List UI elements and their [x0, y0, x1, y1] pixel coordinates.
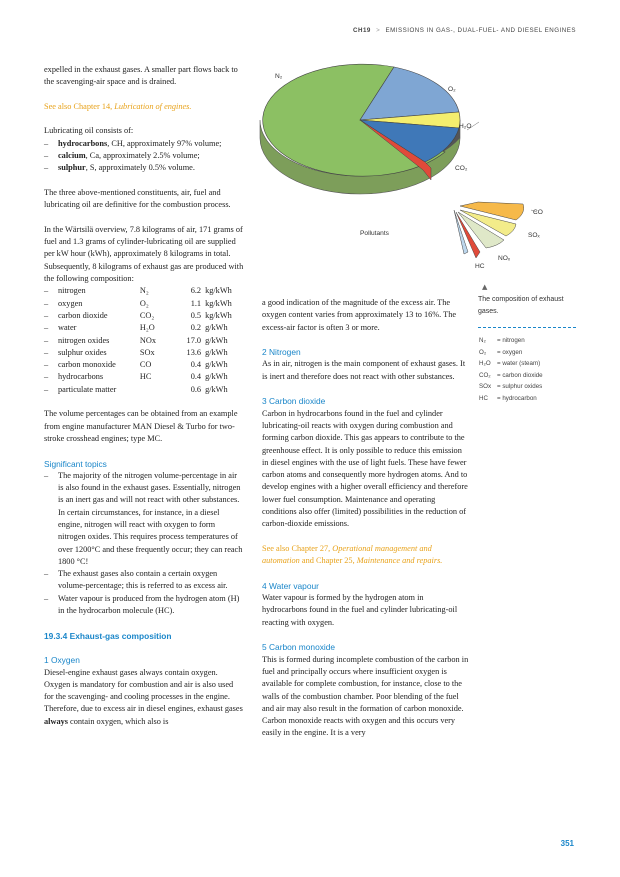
composition-row: [44, 359, 244, 371]
label-o2: O₂: [448, 86, 456, 93]
label-co: CO: [533, 209, 543, 216]
legend-row: SOx = sulphur oxides: [479, 383, 543, 391]
composition-value: 0.5: [190, 310, 202, 320]
page-number: 351: [560, 839, 574, 848]
composition-formula: N₂: [139, 286, 149, 296]
caption-marker-icon: ▲: [482, 283, 488, 291]
composition-name: – carbon monoxide: [44, 359, 140, 371]
chapter-title: EMISSIONS IN GAS-, DUAL-FUEL- AND DIESEL ENGINES: [385, 27, 576, 34]
paragraph: Carbon in hydrocarbons found in the fuel and cylinder lubricating-oil reacts with oxygen during combustion and forming carbon dioxide. This gas appears to contribute to the greenhouse effect. It is only possible to reduce this emission in diesel engines with the use of light fuels. These have fewer carbon atoms and consequently more hydrogen atoms. And to develop engines with a higher overall efficiency and therefore lower fuel consumption. Maintenance and operating conditions also offer (limited) possibilities in the reduction of carbon-dioxide emissions.: [262, 408, 468, 529]
paragraph: a good indication of the magnitude of the excess air. The oxygen content varies from approximately 13 to 16%. The excess-air factor is often 3 or more.: [262, 298, 457, 332]
legend-row: O₂ = oxygen: [479, 348, 523, 356]
composition-name: – nitrogen oxides: [44, 335, 140, 347]
composition-unit: g/kWh: [205, 335, 228, 345]
legend-row: N₂ = nitrogen: [479, 337, 525, 344]
list-item: – The majority of the nitrogen volume-percentage in air is also found in the exhaust gases. Essentially, nitrogen is an inert gas and will not react with other substances. In certain circumstances, for instance, in a diesel engine, nitrogen will react with oxygen to form nitrogen oxides. This requires process temperatures of over 1200°C and these frequently occur; they can reach 1800 °C!: [44, 470, 244, 568]
middle-column: [262, 297, 470, 752]
composition-value: 13.6: [186, 347, 202, 357]
paragraph: The volume percentages can be obtained from an example from engine manufacturer MAN Diesel & Turbo for two-stroke crosshead engines; type MC.: [44, 409, 238, 443]
composition-name: – particulate matter: [44, 384, 140, 396]
composition-value: 0.4: [190, 360, 202, 370]
header-separator: >: [376, 27, 381, 34]
composition-formula: CO₂: [139, 310, 155, 320]
composition-name: – carbon dioxide: [44, 310, 140, 322]
carbon-monoxide-heading: 5 Carbon monoxide: [262, 642, 336, 653]
abbreviation-legend: [479, 335, 543, 405]
label-hc: HC: [475, 263, 485, 270]
label-n2: N₂: [275, 73, 283, 80]
list-item: – sulphur, S, approximately 0.5% volume.: [44, 162, 244, 174]
composition-row: [44, 347, 244, 359]
paragraph: This is formed during incomplete combustion of the carbon in fuel and principally occurs where insufficient oxygen is available for complete combustion, for instance, close to the walls of the combustion chamber. Poor blending of the fuel and air may also result in the formation of carbon monoxide. Carbon monoxide reacts with oxygen and this occurs very easily in the engine. It is a very: [262, 654, 469, 738]
composition-formula: O₂: [139, 298, 149, 308]
composition-value: 6.2: [190, 286, 202, 296]
composition-name: – sulphur oxides: [44, 347, 140, 359]
composition-formula: H₂O: [139, 323, 155, 333]
composition-unit: g/kWh: [205, 372, 228, 382]
oxygen-heading: 1 Oxygen: [44, 655, 80, 666]
section-heading: 19.3.4 Exhaust-gas composition: [44, 630, 172, 641]
composition-value: 1.1: [190, 298, 202, 308]
composition-unit: kg/kWh: [205, 286, 232, 296]
label-pollutants: Pollutants: [360, 230, 389, 237]
label-h2o: H₂O: [459, 123, 472, 130]
list-item: – The exhaust gases also contain a certain oxygen volume-percentage; this is referred to as excess air.: [44, 568, 244, 593]
paragraph: In the Wärtsilä overview, 7.8 kilograms of air, 171 grams of fuel and 1.3 grams of cylinder-lubricating oil are supplied per kW hour (kWh), approximately 8 kilograms in total. Subsequently, 8 kilograms of exhaust gas are produced with the following composition:: [44, 224, 244, 284]
composition-unit: g/kWh: [205, 347, 228, 357]
composition-row: [44, 285, 244, 297]
paragraph: Diesel-engine exhaust gases always contain oxygen. Oxygen is mandatory for combustion and air is also used for the scavenging- and cooling processes in the engine. Therefore, due to excess air in diesel engines, exhaust gases always contain oxygen, which also is: [44, 667, 243, 726]
composition-row: [44, 298, 244, 310]
left-column: [44, 64, 244, 740]
composition-formula: CO: [139, 360, 152, 370]
composition-table: [44, 285, 244, 396]
poll-slice-co: [460, 202, 524, 220]
composition-unit: kg/kWh: [205, 298, 232, 308]
list-item: – hydrocarbons, CH, approximately 97% volume;: [44, 138, 244, 150]
composition-row: [44, 335, 244, 347]
composition-row: [44, 384, 244, 396]
lub-intro: Lubricating oil consists of:: [44, 126, 134, 136]
label-nox: NOₓ: [498, 255, 511, 262]
paragraph: Water vapour is formed by the hydrogen atom in hydrocarbons found in the fuel and cylinder lubricating-oil reacting with oxygen.: [262, 593, 458, 627]
composition-row: [44, 310, 244, 322]
legend-row: H₂O = water (steam): [479, 360, 541, 368]
running-header: [353, 27, 576, 34]
label-co2: CO₂: [455, 165, 468, 172]
composition-value: 0.6: [190, 384, 202, 394]
lubricating-oil-list: [44, 138, 244, 175]
paragraph: The three above-mentioned constituents, air, fuel and lubricating oil are definitive for the combustion process.: [44, 187, 231, 210]
composition-row: [44, 371, 244, 383]
nitrogen-heading: 2 Nitrogen: [262, 347, 301, 358]
water-vapour-heading: 4 Water vapour: [262, 580, 319, 591]
composition-formula: SOx: [139, 347, 155, 357]
composition-formula: NOx: [139, 335, 156, 345]
see-also-reference[interactable]: See also Chapter 14, Lubrication of engines.: [44, 101, 192, 111]
significant-topics-heading: Significant topics: [44, 458, 107, 469]
composition-name: – hydrocarbons: [44, 371, 140, 383]
composition-name: – water: [44, 322, 140, 334]
composition-unit: g/kWh: [205, 384, 228, 394]
caption-divider: [478, 327, 576, 328]
legend-row: CO₂ = carbon dioxide: [479, 371, 543, 379]
list-item: – Water vapour is produced from the hydrogen atom (H) in the hydrocarbon molecule (HC).: [44, 593, 244, 618]
paragraph: expelled in the exhaust gases. A smaller part flows back to the scavenging-air space and is drained.: [44, 65, 238, 87]
composition-unit: kg/kWh: [205, 310, 232, 320]
composition-value: 0.2: [190, 323, 202, 333]
legend-row: HC = hydrocarbon: [479, 394, 537, 402]
carbon-dioxide-heading: 3 Carbon dioxide: [262, 396, 326, 407]
composition-unit: g/kWh: [205, 360, 228, 370]
composition-value: 0.4: [190, 372, 202, 382]
significant-topics-list: [44, 470, 244, 618]
composition-row: [44, 322, 244, 334]
exhaust-composition-figure: [255, 60, 575, 280]
paragraph: As in air, nitrogen is the main component of exhaust gases. It is inert and therefore does not react with other substances.: [262, 359, 466, 381]
composition-name: – oxygen: [44, 298, 140, 310]
composition-formula: HC: [139, 372, 152, 382]
chapter-number: CH19: [353, 27, 371, 34]
composition-unit: g/kWh: [205, 323, 228, 333]
see-also-reference[interactable]: See also Chapter 27, Operational management and automation and Chapter 25, Maintenance and repairs.: [262, 543, 443, 566]
label-sox: SOₓ: [528, 232, 540, 239]
composition-value: 17.0: [186, 335, 202, 345]
composition-name: – nitrogen: [44, 285, 140, 297]
figure-caption: The composition of exhaust gases.: [478, 296, 564, 315]
list-item: – calcium, Ca, approximately 2.5% volume;: [44, 150, 244, 162]
pollutants-pie: [454, 202, 524, 258]
composition-formula: [140, 384, 180, 396]
